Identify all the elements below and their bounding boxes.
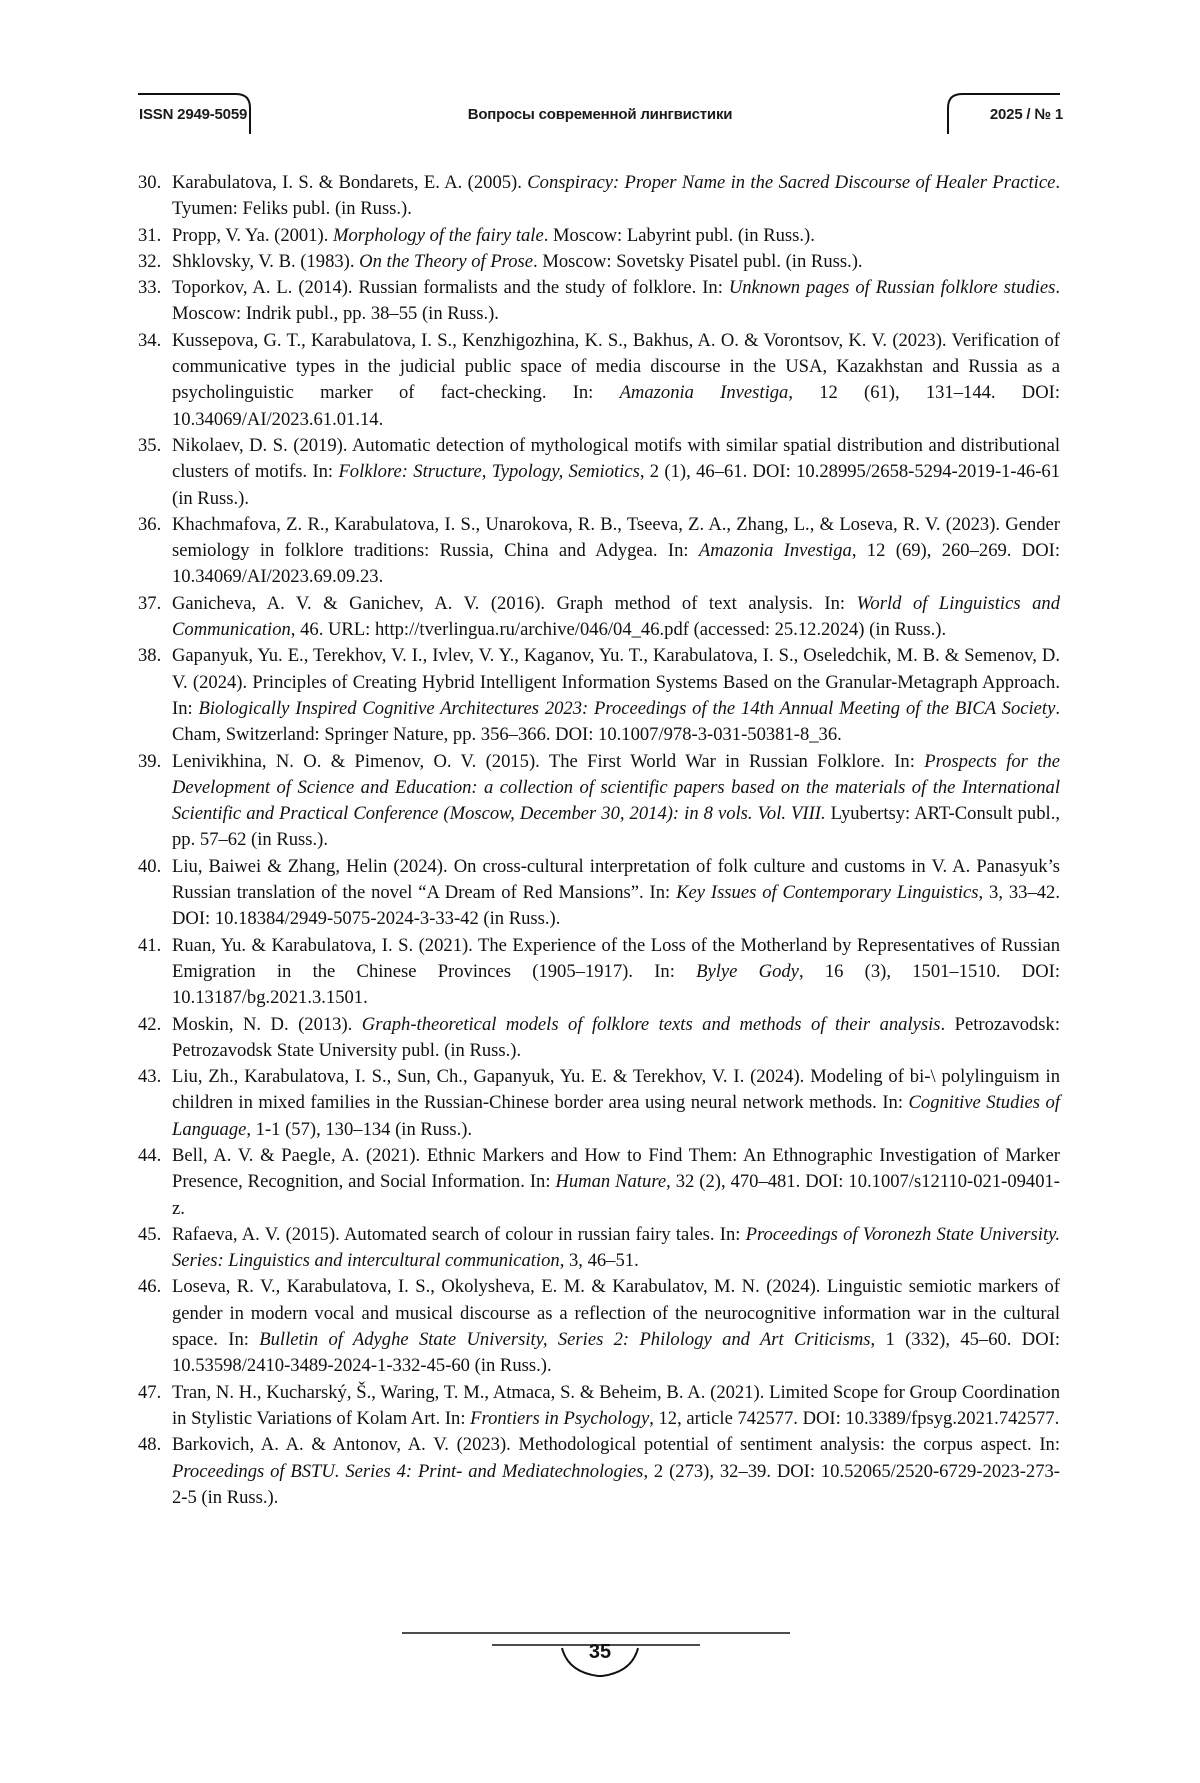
reference-segment: Ganicheva, A. V. & Ganichev, A. V. (2016). Graph method of text analysis. In: [172, 593, 857, 614]
reference-segment: Ruan, Yu. & Karabulatova, I. S. (2021). The Experience of the Loss of the Motherland by Representatives of Russian Emigration in the Chinese Provinces (1905–1917). In: [172, 935, 1060, 982]
reference-segment: Moskin, N. D. (2013). [172, 1014, 362, 1035]
reference-number: 46. [138, 1274, 172, 1300]
reference-number: 43. [138, 1064, 172, 1090]
reference-segment: Liu, Zh., Karabulatova, I. S., Sun, Ch., Gapanyuk, Yu. E. & Terekhov, V. I. (2024). Modeling of bi-\ polylinguism in children in mixed families in the Russian-Chinese border area using neural network methods. In: [172, 1066, 1060, 1113]
reference-number: 33. [138, 275, 172, 301]
reference-number: 37. [138, 591, 172, 617]
reference-segment: Lyubertsy: ART-Consult publ., pp. 57–62 (in Russ.). [172, 803, 1060, 850]
reference-number: 48. [138, 1432, 172, 1458]
reference-source-title: Graph-theoretical models of folklore texts and methods of their analysis [362, 1014, 941, 1035]
journal-title: Вопросы современной лингвистики [0, 106, 1200, 123]
reference-segment: Gapanyuk, Yu. E., Terekhov, V. I., Ivlev, V. Y., Kaganov, Yu. T., Karabulatova, I. S., Oseledchik, M. B. & Semenov, D. V. (2024). Principles of Creating Hybrid Intelligent Information Systems Based on the Granular-Metagraph Approach. In: [172, 645, 1060, 719]
reference-segment: , 2 (1), 46–61. DOI: 10.28995/2658-5294-2019-1-46-61 (in Russ.). [172, 461, 1060, 508]
reference-segment: Lenivikhina, N. O. & Pimenov, O. V. (2015). The First World War in Russian Folklore. In: [172, 751, 924, 772]
reference-source-title: Amazonia Investiga [620, 382, 789, 403]
issn-label: ISSN 2949-5059 [139, 106, 247, 123]
reference-number: 47. [138, 1380, 172, 1406]
reference-segment: Tran, N. H., Kucharský, Š., Waring, T. M., Atmaca, S. & Beheim, B. A. (2021). Limited Scope for Group Coordination in Stylistic Variations of Kolam Art. In: [172, 1382, 1060, 1429]
reference-source-title: Bylye Gody [696, 961, 799, 982]
reference-source-title: Morphology of the fairy tale [333, 225, 544, 246]
reference-segment: , 1 (332), 45–60. DOI: 10.53598/2410-3489-2024-1-332-45-60 (in Russ.). [172, 1329, 1060, 1376]
reference-segment: , 12, article 742577. DOI: 10.3389/fpsyg.2021.742577. [649, 1408, 1059, 1429]
reference-segment: . Tyumen: Feliks publ. (in Russ.). [172, 172, 1060, 219]
reference-segment: . Petrozavodsk: Petrozavodsk State University publ. (in Russ.). [172, 1014, 1060, 1061]
reference-number: 35. [138, 433, 172, 459]
reference-source-title: Biologically Inspired Cognitive Architectures 2023: Proceedings of the 14th Annual Meeting of the BICA Society [199, 698, 1056, 719]
reference-source-title: Conspiracy: Proper Name in the Sacred Discourse of Healer Practice [527, 172, 1055, 193]
reference-source-title: Human Nature [555, 1171, 666, 1192]
reference-source-title: Key Issues of Contemporary Linguistics [676, 882, 978, 903]
reference-number: 31. [138, 223, 172, 249]
reference-segment: , 2 (273), 32–39. DOI: 10.52065/2520-6729-2023-273-2-5 (in Russ.). [172, 1461, 1060, 1508]
reference-segment: Bell, A. V. & Paegle, A. (2021). Ethnic Markers and How to Find Them: An Ethnographic Investigation of Marker Presence, Recognition, and Social Information. In: [172, 1145, 1060, 1192]
reference-segment: . Moscow: Labyrint publ. (in Russ.). [544, 225, 815, 246]
reference-source-title: Prospects for the Development of Science and Education: a collection of scientific papers based on the materials of the International Scientific and Practical Conference (Moscow, December 30, 2014): in 8 vols. Vol. VIII. [172, 751, 1060, 825]
reference-segment: Rafaeva, A. V. (2015). Automated search of colour in russian fairy tales. In: [172, 1224, 746, 1245]
reference-segment: Barkovich, A. A. & Antonov, A. V. (2023). Methodological potential of sentiment analysis: the corpus aspect. In: [172, 1434, 1060, 1455]
reference-number: 42. [138, 1012, 172, 1038]
reference-segment: , 46. URL: http://tverlingua.ru/archive/046/04_46.pdf (accessed: 25.12.2024) (in Russ.). [291, 619, 946, 640]
reference-source-title: World of Linguistics and Communication [172, 593, 1060, 640]
reference-segment: , 3, 46–51. [560, 1250, 639, 1271]
reference-number: 39. [138, 749, 172, 775]
page-number: 35 [0, 1641, 1200, 1664]
reference-number: 36. [138, 512, 172, 538]
reference-segment: , 32 (2), 470–481. DOI: 10.1007/s12110-021-09401-z. [172, 1171, 1060, 1218]
reference-segment: Shklovsky, V. B. (1983). [172, 251, 359, 272]
reference-segment: Nikolaev, D. S. (2019). Automatic detection of mythological motifs with similar spatial distribution and distributional clusters of motifs. In: [172, 435, 1060, 482]
reference-segment: . Cham, Switzerland: Springer Nature, pp. 356–366. DOI: 10.1007/978-3-031-50381-8_36. [172, 698, 1060, 745]
reference-segment: . Moscow: Sovetsky Pisatel publ. (in Russ.). [533, 251, 863, 272]
reference-segment: Liu, Baiwei & Zhang, Helin (2024). On cross-cultural interpretation of folk culture and customs in V. A. Panasyuk’s Russian translation of the novel “A Dream of Red Mansions”. In: [172, 856, 1060, 903]
reference-segment: , 3, 33–42. DOI: 10.18384/2949-5075-2024-3-33-42 (in Russ.). [172, 882, 1060, 929]
reference-segment: , 12 (69), 260–269. DOI: 10.34069/AI/2023.69.09.23. [172, 540, 1060, 587]
reference-source-title: Amazonia Investiga [699, 540, 852, 561]
reference-source-title: Folklore: Structure, Typology, Semiotics [338, 461, 639, 482]
reference-segment: , 1-1 (57), 130–134 (in Russ.). [246, 1119, 472, 1140]
reference-segment: . Moscow: Indrik publ., pp. 38–55 (in Russ.). [172, 277, 1060, 324]
reference-segment: Karabulatova, I. S. & Bondarets, E. A. (2005). [172, 172, 527, 193]
reference-segment: Khachmafova, Z. R., Karabulatova, I. S., Unarokova, R. B., Tseeva, Z. A., Zhang, L., & Loseva, R. V. (2023). Gender semiology in folklore traditions: Russia, China and Adygea. In: [172, 514, 1060, 561]
reference-source-title: On the Theory of Prose [359, 251, 533, 272]
reference-number: 34. [138, 328, 172, 354]
reference-segment: Kussepova, G. T., Karabulatova, I. S., Kenzhigozhina, K. S., Bakhus, A. O. & Vorontsov, K. V. (2023). Verification of communicative types in the judicial public space of media discourse in the USA, Kazakhstan and Russia as a psycholinguistic marker of fact-checking. In: [172, 330, 1060, 404]
reference-number: 45. [138, 1222, 172, 1248]
reference-number: 41. [138, 933, 172, 959]
reference-segment: , 16 (3), 1501–1510. DOI: 10.13187/bg.2021.3.1501. [172, 961, 1060, 1008]
reference-source-title: Unknown pages of Russian folklore studies [729, 277, 1056, 298]
reference-segment: Toporkov, A. L. (2014). Russian formalists and the study of folklore. In: [172, 277, 729, 298]
reference-number: 38. [138, 643, 172, 669]
reference-source-title: Proceedings of Voronezh State University. Series: Linguistics and intercultural communication [172, 1224, 1060, 1271]
reference-segment: Loseva, R. V., Karabulatova, I. S., Okolysheva, E. M. & Karabulatov, M. N. (2024). Linguistic semiotic markers of gender in modern vocal and musical discourse as a reflection of the neurocognitive information war in the cultural space. In: [172, 1276, 1060, 1350]
reference-number: 32. [138, 249, 172, 275]
reference-source-title: Proceedings of BSTU. Series 4: Print- and Mediatechnologies [172, 1461, 643, 1482]
reference-source-title: Frontiers in Psychology [470, 1408, 649, 1429]
reference-source-title: Cognitive Studies of Language [172, 1092, 1060, 1139]
reference-number: 30. [138, 170, 172, 196]
reference-source-title: Bulletin of Adyghe State University, Series 2: Philology and Art Criticisms [259, 1329, 870, 1350]
reference-number: 40. [138, 854, 172, 880]
reference-segment: Propp, V. Ya. (2001). [172, 225, 333, 246]
page [0, 0, 1200, 1783]
reference-segment: , 12 (61), 131–144. DOI: 10.34069/AI/2023.61.01.14. [172, 382, 1060, 429]
footer-rule [0, 0, 1200, 1783]
reference-number: 44. [138, 1143, 172, 1169]
issue-label: 2025 / № 1 [990, 106, 1063, 123]
